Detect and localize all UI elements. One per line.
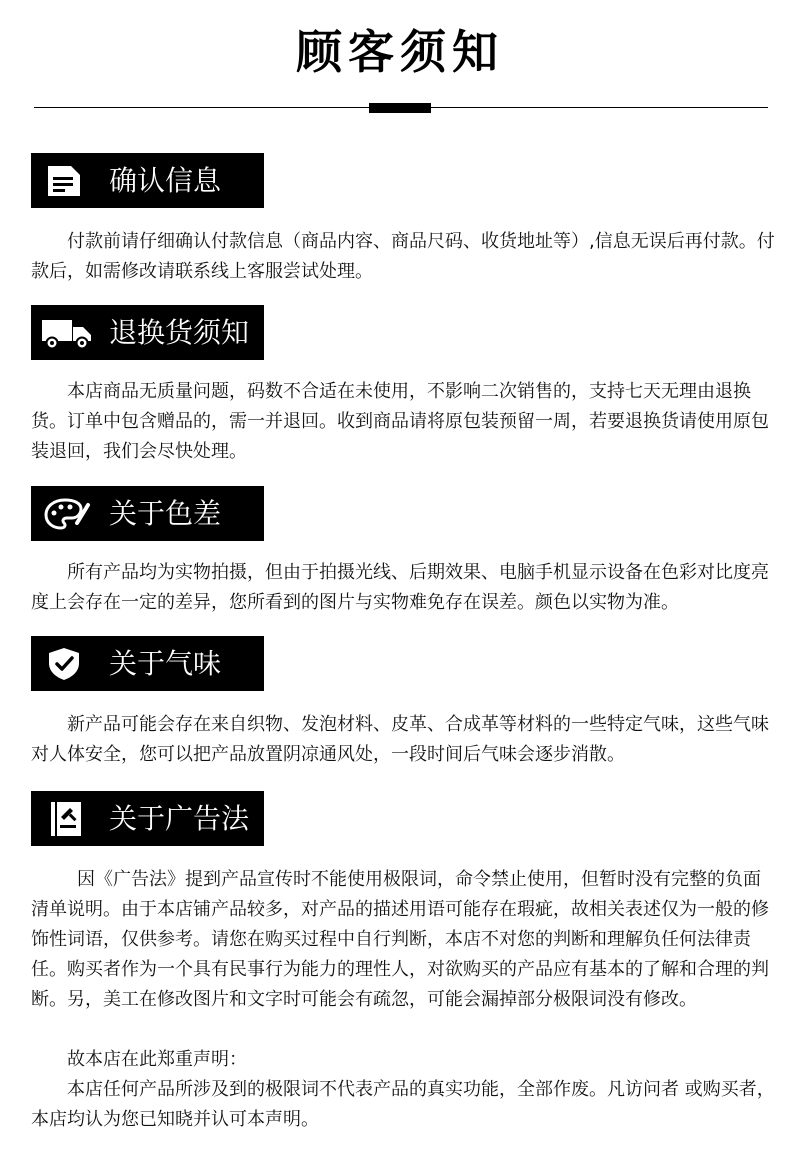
section-paragraph: 本店商品无质量问题，码数不合适在未使用，不影响二次销售的，支持七天无理由退换货。订单中包含赠品的，需一并退回。收到商品请将原包装预留一周，若要退换货请使用原包装退回，我们会尽快处理。 [31,381,769,462]
law-book-icon [41,801,93,837]
section-header-odor [31,636,264,691]
shield-check-icon [41,646,93,682]
section-heading: 关于色差 [109,497,222,530]
section-paragraph: 故本店在此郑重声明： [67,1049,247,1070]
section-paragraph: 所有产品均为实物拍摄，但由于拍摄光线、后期效果、电脑手机显示设备在色彩对比度亮度上会存在一定的差异，您所看到的图片与实物难免存在误差。颜色以实物为准。 [31,562,769,613]
section-heading: 关于气味 [109,647,222,680]
document-icon [41,163,93,199]
section-header-ad-law [31,791,264,846]
section-header-color [31,486,264,541]
section-paragraph: 本店任何产品所涉及到的极限词不代表产品的真实功能，全部作废。凡访问者 或购买者，本店均认为您已知晓并认可本声明。 [31,1079,775,1130]
section-paragraph: 因《广告法》提到产品宣传时不能使用极限词，命令禁止使用，但暂时没有完整的负面清单说明。由于本店铺产品较多，对产品的描述用语可能存在瑕疵，故相关表述仅为一般的修饰性词语，仅供参考。请您在购买过程中自行判断，本店不对您的判断和理解负任何法律责任。购买者作为一个具有民事行为能力的理性人，对欲购买的产品应有基本的了解和合理的判断。另，美工在修改图片和文字时可能会有疏忽，可能会漏掉部分极限词没有修改。 [31,869,769,1010]
section-header-confirm-info [31,153,264,208]
title-divider-accent [369,103,431,113]
section-heading: 关于广告法 [109,802,250,835]
section-header-returns [31,305,264,360]
section-heading: 退换货须知 [109,316,250,349]
section-paragraph: 付款前请仔细确认付款信息（商品内容、商品尺码、收货地址等）,信息无误后再付款。付款后，如需修改请联系线上客服尝试处理。 [31,231,775,282]
section-paragraph: 新产品可能会存在来自织物、发泡材料、皮革、合成革等材料的一些特定气味，这些气味对人体安全，您可以把产品放置阴凉通风处，一段时间后气味会逐步消散。 [31,714,769,765]
palette-icon [41,496,93,532]
section-heading: 确认信息 [109,164,222,197]
truck-icon [41,315,93,351]
page-title: 顾客须知 [296,25,504,79]
